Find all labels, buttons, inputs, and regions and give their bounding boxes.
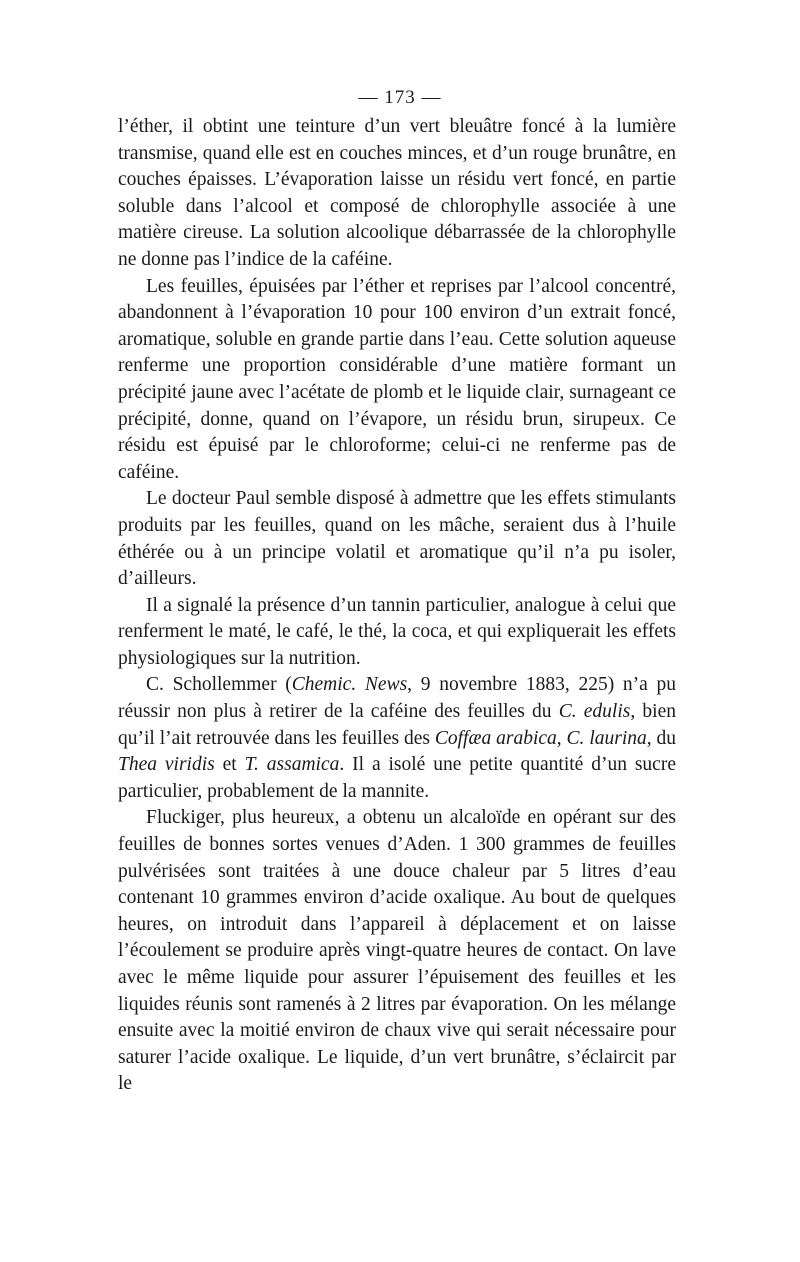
paragraph	[118, 593, 676, 673]
paragraph	[118, 486, 676, 592]
text-run: Le docteur Paul semble disposé à admettre que les effets stimulants produits par les feuilles, quand on les mâche, seraient dus à l’huile éthérée ou à un principe volatil et aromatique qu’il n’a pu isoler, d’ailleurs.	[118, 488, 676, 590]
text-run: C. Schollemmer (	[146, 674, 292, 696]
text-run: et	[214, 754, 245, 776]
italic-text: C. edulis	[558, 701, 631, 723]
italic-text: C. laurina	[566, 727, 647, 749]
italic-text: Chemic. News	[291, 674, 408, 696]
italic-text: Coffæa arabica	[434, 727, 557, 749]
page-number: — 173 —	[358, 87, 442, 108]
paragraph	[118, 274, 676, 487]
italic-text: Thea viridis	[118, 754, 215, 776]
text-run: , bien qu’il l’ait retrouvée dans les feuilles des	[118, 701, 676, 749]
text-run: ,	[556, 727, 567, 749]
text-run: . Il a isolé une petite quantité d’un sucre particulier, probablement de la mannite.	[118, 754, 676, 802]
text-run: Il a signalé la présence d’un tannin particulier, analogue à celui que renferment le maté, le café, le thé, la coca, et qui expliquerait les effets physiologiques sur la nutrition.	[118, 594, 676, 669]
text-run: , du	[646, 727, 677, 749]
text-run: Fluckiger, plus heureux, a obtenu un alcaloïde en opérant sur des feuilles de bonnes sortes venues d’Aden. 1 300 grammes de feuilles pulvérisées sont traitées à une douce chaleur par 5 litres d’eau contenant 10 grammes environ d’acide oxalique. Au bout de quelques heures, on introduit dans l’appareil à déplacement et on laisse l’écoulement se produire après vingt-quatre heures de contact. On lave avec le même liquide pour assurer l’épuisement des feuilles et les liquides réunis sont ramenés à 2 litres par évaporation. On les mélange ensuite avec la moitié environ de chaux vive qui serait nécessaire pour saturer l’acide oxalique. Le liquide, d’un vert brunâtre, s’éclaircit par le	[118, 807, 676, 1095]
body-text	[118, 114, 676, 1098]
paragraph	[118, 672, 676, 805]
text-run: Les feuilles, épuisées par l’éther et reprises par l’alcool concentré, abandonnent à l’évaporation 10 pour 100 environ d’un extrait foncé, aromatique, soluble en grande partie dans l’eau. Cette solution aqueuse renferme une proportion considérable d’une matière formant un précipité jaune avec l’acétate de plomb et le liquide clair, surnageant ce précipité, donne, quand on l’évapore, un résidu brun, sirupeux. Ce résidu est épuisé par le chloroforme; celui-ci ne renferme pas de caféine.	[118, 275, 676, 483]
italic-text: T. assamica	[244, 754, 340, 776]
text-run: , 9 novembre 1883, 225) n’a pu réussir non plus à retirer de la caféine des feuilles du	[118, 674, 676, 723]
paragraph	[118, 805, 676, 1098]
paragraph	[118, 114, 676, 274]
text-run: l’éther, il obtint une teinture d’un vert bleuâtre foncé à la lumière transmise, quand elle est en couches minces, et d’un rouge brunâtre, en couches épaisses. L’évaporation laisse un résidu vert foncé, en partie soluble dans l’alcool et composé de chlorophylle associée à une matière cireuse. La solution alcoolique débarrassée de la chlorophylle ne donne pas l’indice de la caféine.	[118, 116, 676, 270]
